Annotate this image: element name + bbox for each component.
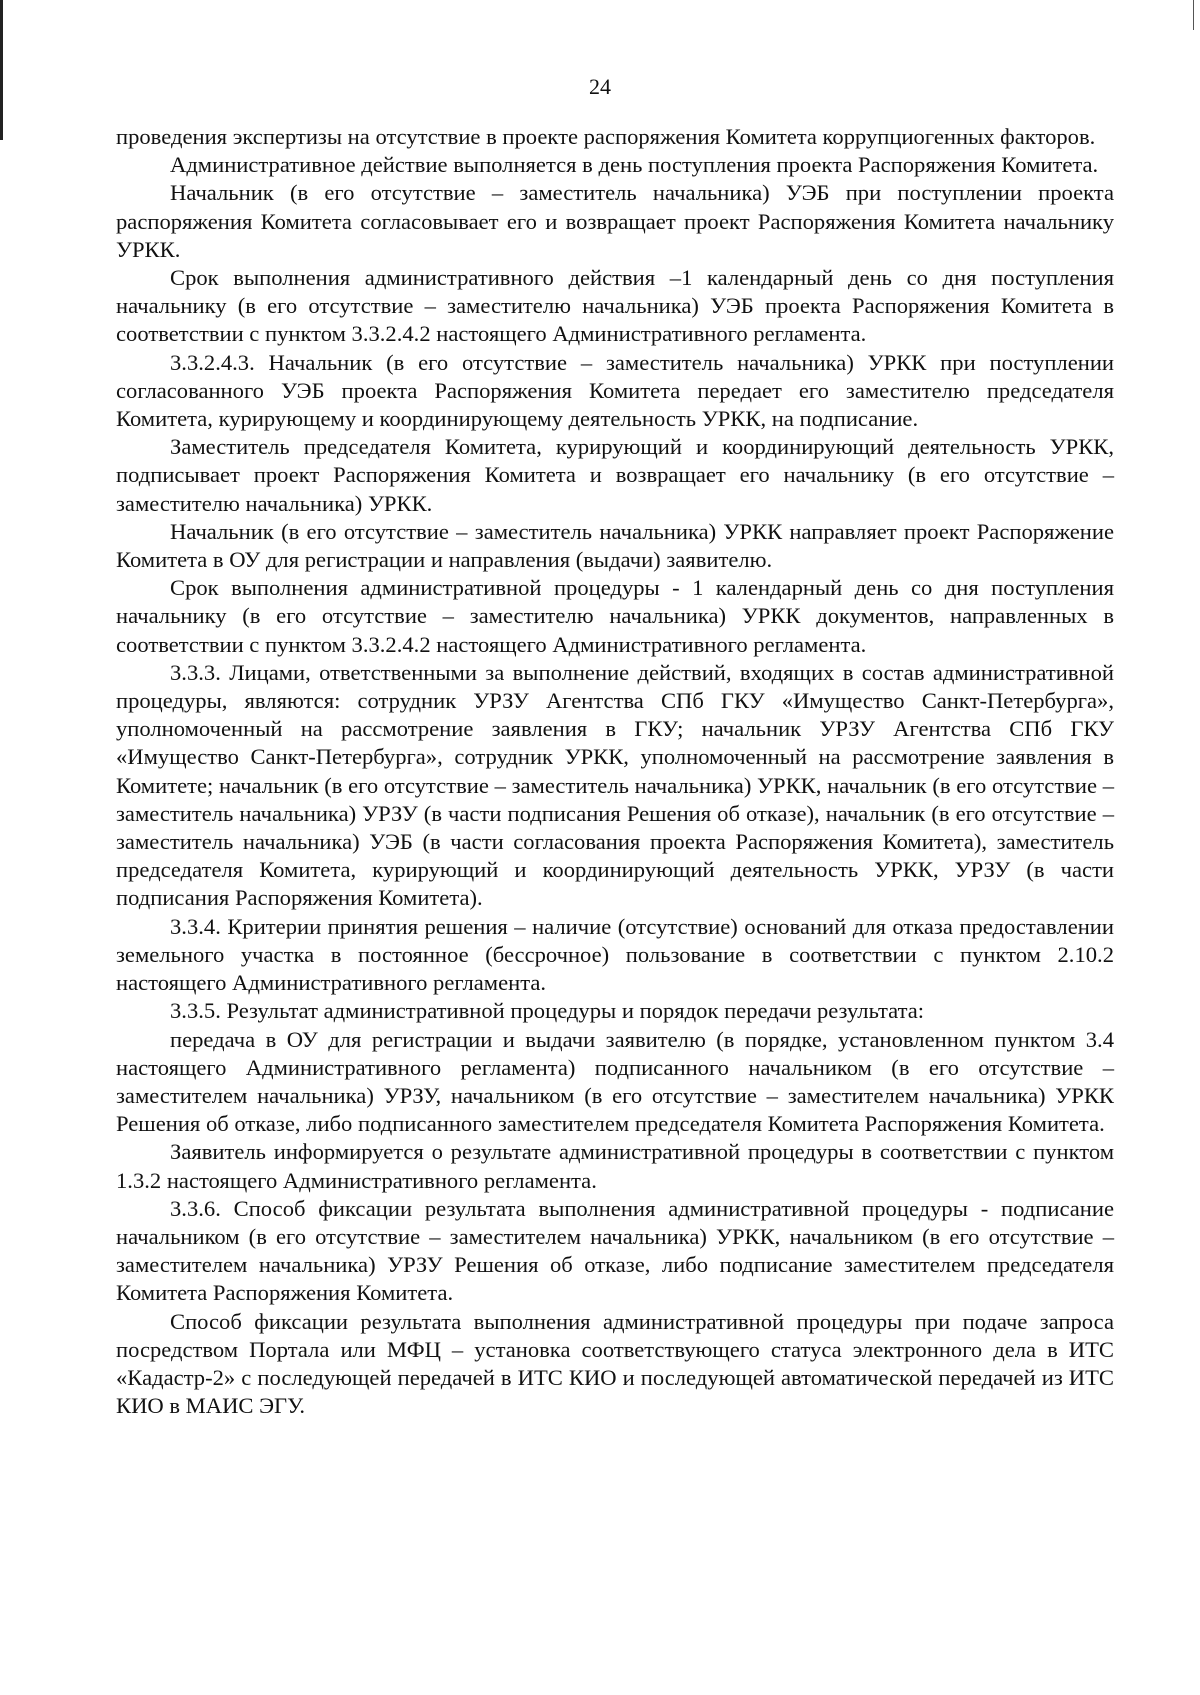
paragraph-14: 3.3.6. Способ фиксации результата выполнения административной процедуры - подписание начальником (в его отсутствие – заместителем начальника) УРКК, начальником (в его отсутствие – заместителем начальника) УРЗУ Решения об отказе, либо подписание заместителем председателя Комитета Распоряжения Комитета. bbox=[116, 1195, 1114, 1306]
document-body bbox=[116, 123, 1114, 1420]
page-number: 24 bbox=[589, 74, 611, 99]
paragraph-11: 3.3.5. Результат административной процедуры и порядок передачи результата: bbox=[170, 998, 925, 1024]
paragraph-10: 3.3.4. Критерии принятия решения – наличие (отсутствие) оснований для отказа предоставлении земельного участка в постоянное (бессрочное) пользование в соответствии с пунктом 2.10.2 настоящего Административного регламента. bbox=[116, 913, 1114, 996]
scan-edge-mark-left bbox=[0, 0, 3, 140]
paragraph-9: 3.3.3. Лицами, ответственными за выполнение действий, входящих в состав административной процедуры, являются: сотрудник УРЗУ Агентства СПб ГКУ «Имущество Санкт-Петербурга», уполномоченный на рассмотрение заявления в ГКУ; начальник УРЗУ Агентства СПб ГКУ «Имущество Санкт-Петербурга», сотрудник УРКК, уполномоченный на рассмотрение заявления в Комитете; начальник (в его отсутствие – заместитель начальника) УРКК, начальник (в его отсутствие – заместитель начальника) УРЗУ (в части подписания Решения об отказе), начальник (в его отсутствие – заместитель начальника) УЭБ (в части согласования проекта Распоряжения Комитета), заместитель председателя Комитета, курирующий и координирующий деятельность УРКК, УРЗУ (в части подписания Распоряжения Комитета). bbox=[116, 659, 1114, 911]
paragraph-8: Срок выполнения административной процедуры - 1 календарный день со дня поступления начальнику (в его отсутствие – заместителю начальника) УРКК документов, направленных в соответствии с пунктом 3.3.2.4.2 настоящего Административного регламента. bbox=[116, 575, 1114, 657]
paragraph-15: Способ фиксации результата выполнения административной процедуры при подаче запроса посредством Портала или МФЦ – установка соответствующего статуса электронного дела в ИТС «Кадастр-2» с последующей передачей в ИТС КИО и последующей автоматической передачей из ИТС КИО в МАИС ЭГУ. bbox=[116, 1308, 1114, 1419]
paragraph-6: Заместитель председателя Комитета, курирующий и координирующий деятельность УРКК, подписывает проект Распоряжения Комитета и возвращает его начальнику (в его отсутствие – заместителю начальника) УРКК. bbox=[116, 434, 1114, 516]
paragraph-1: проведения экспертизы на отсутствие в проекте распоряжения Комитета коррупциогенных факторов. bbox=[116, 124, 1096, 149]
paragraph-2: Административное действие выполняется в день поступления проекта Распоряжения Комитета. bbox=[170, 152, 1099, 178]
scan-edge-mark-right bbox=[1193, 0, 1194, 30]
paragraph-7: Начальник (в его отсутствие – заместитель начальника) УРКК направляет проект Распоряжение Комитета в ОУ для регистрации и направления (выдачи) заявителю. bbox=[116, 518, 1114, 573]
paragraph-13: Заявитель информируется о результате административной процедуры в соответствии с пунктом 1.3.2 настоящего Административного регламента. bbox=[116, 1139, 1114, 1193]
paragraph-5: 3.3.2.4.3. Начальник (в его отсутствие – заместитель начальника) УРКК при поступлении согласованного УЭБ проекта Распоряжения Комитета передает его заместителю председателя Комитета, курирующему и координирующему деятельность УРКК, на подписание. bbox=[116, 349, 1114, 432]
paragraph-4: Срок выполнения административного действия –1 календарный день со дня поступления начальнику (в его отсутствие – заместителю начальника) УЭБ проекта Распоряжения Комитета в соответствии с пунктом 3.3.2.4.2 настоящего Административного регламента. bbox=[116, 265, 1114, 347]
paragraph-12: передача в ОУ для регистрации и выдачи заявителю (в порядке, установленном пунктом 3.4 настоящего Административного регламента) подписанного начальником (в его отсутствие – заместителем начальника) УРЗУ, начальником (в его отсутствие – заместителем начальника) УРКК Решения об отказе, либо подписанного заместителем председателя Комитета Распоряжения Комитета. bbox=[116, 1026, 1114, 1137]
paragraph-3: Начальник (в его отсутствие – заместитель начальника) УЭБ при поступлении проекта распоряжения Комитета согласовывает его и возвращает проект Распоряжения Комитета начальнику УРКК. bbox=[116, 180, 1114, 262]
